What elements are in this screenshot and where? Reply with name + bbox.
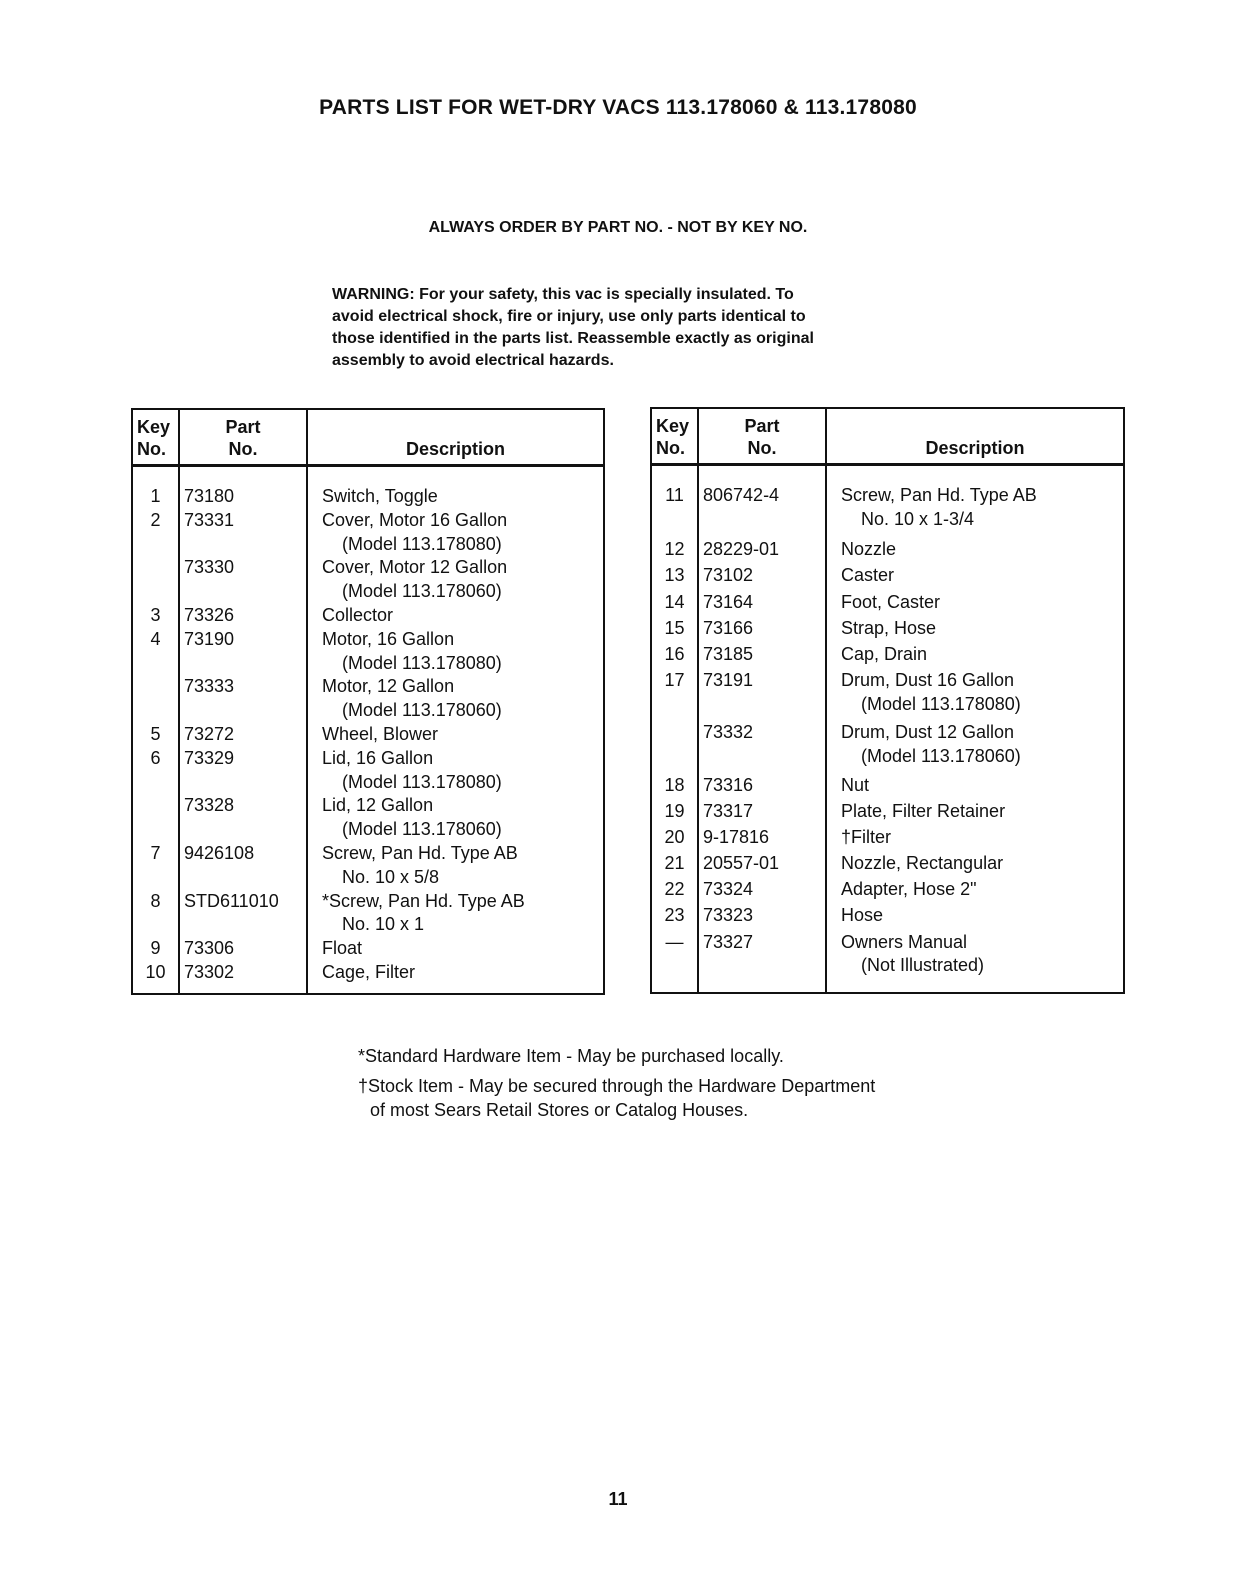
key-no-header xyxy=(132,409,179,466)
description-text: Caster xyxy=(841,565,895,586)
key-no-cell: 8 xyxy=(132,890,179,938)
part-no-cell: 20557-01 xyxy=(698,852,826,878)
table-row xyxy=(132,961,604,994)
header-text: Part xyxy=(744,416,780,436)
key-no-cell: 4 xyxy=(132,628,179,676)
part-no-cell: 73333 xyxy=(179,675,307,723)
description-text: Adapter, Hose 2" xyxy=(841,879,977,900)
key-no-cell: 1 xyxy=(132,466,179,509)
header-text: Key xyxy=(656,416,690,436)
part-no-cell: 73326 xyxy=(179,604,307,628)
description-cell xyxy=(826,617,1124,643)
part-no-cell: 28229-01 xyxy=(698,538,826,564)
key-no-cell: 6 xyxy=(132,747,179,795)
table-row xyxy=(132,466,604,509)
standard-hardware-note: *Standard Hardware Item - May be purchased locally. xyxy=(358,1046,784,1066)
part-no-cell: 73185 xyxy=(698,643,826,669)
part-no-cell: 73332 xyxy=(698,721,826,773)
stock-item-note: †Stock Item - May be secured through the Hardware Department xyxy=(358,1076,876,1096)
description-text: Screw, Pan Hd. Type AB xyxy=(841,485,1037,505)
description-cell xyxy=(826,643,1124,669)
parts-table-right xyxy=(650,407,1125,994)
description-text: Nut xyxy=(841,774,870,795)
description-text: Switch, Toggle xyxy=(322,486,438,506)
key-no-cell: 13 xyxy=(651,564,698,590)
header-text: Part xyxy=(225,417,261,437)
page-number: 11 xyxy=(608,1489,628,1509)
description-cell xyxy=(826,465,1124,539)
header-text: No. xyxy=(656,438,685,458)
description-header: Description xyxy=(307,409,604,466)
key-no-cell: 19 xyxy=(651,800,698,826)
description-text: Drum, Dust 16 Gallon xyxy=(841,670,1015,691)
description-text: Hose xyxy=(841,905,884,926)
part-no-cell: 73323 xyxy=(698,904,826,930)
description-text: Cover, Motor 16 Gallon xyxy=(322,509,508,530)
part-no-cell: 73166 xyxy=(698,617,826,643)
part-no-cell: 73164 xyxy=(698,591,826,617)
description-detail: No. 10 x 1 xyxy=(342,914,425,935)
warning-line: avoid electrical shock, fire or injury, use only parts identical to xyxy=(332,308,806,325)
key-no-cell: 14 xyxy=(651,591,698,617)
description-text: Wheel, Blower xyxy=(322,724,439,745)
description-detail: (Model 113.178060) xyxy=(342,581,502,602)
description-text: Nozzle, Rectangular xyxy=(841,853,1004,874)
table-row xyxy=(651,852,1124,878)
table-row xyxy=(132,747,604,795)
description-cell xyxy=(307,747,604,795)
footnotes xyxy=(358,1044,998,1122)
table-row xyxy=(651,643,1124,669)
description-cell xyxy=(826,721,1124,773)
key-no-cell: 16 xyxy=(651,643,698,669)
table-row xyxy=(651,617,1124,643)
description-cell xyxy=(307,794,604,842)
key-no-cell: 15 xyxy=(651,617,698,643)
table-row xyxy=(132,890,604,938)
part-no-cell: 73302 xyxy=(179,961,307,994)
key-no-cell: 17 xyxy=(651,669,698,721)
key-no-cell xyxy=(651,721,698,773)
table-header-row xyxy=(651,408,1124,465)
table-row xyxy=(651,774,1124,800)
description-text: Lid, 12 Gallon xyxy=(322,795,434,816)
table-row xyxy=(651,564,1124,590)
key-no-cell: 18 xyxy=(651,774,698,800)
warning-line: WARNING: For your safety, this vac is specially insulated. To xyxy=(332,286,794,303)
table-row xyxy=(132,604,604,628)
description-detail: (Model 113.178060) xyxy=(861,746,1021,767)
part-no-cell: 73327 xyxy=(698,931,826,993)
warning-line: assembly to avoid electrical hazards. xyxy=(332,352,614,369)
header-text: No. xyxy=(747,438,777,458)
table-row xyxy=(651,591,1124,617)
key-no-cell xyxy=(132,675,179,723)
description-cell xyxy=(826,904,1124,930)
description-cell xyxy=(826,826,1124,852)
part-no-cell: 73317 xyxy=(698,800,826,826)
part-no-cell: 73191 xyxy=(698,669,826,721)
header-text: No. xyxy=(228,439,258,459)
table-row xyxy=(132,628,604,676)
warning-notice xyxy=(332,284,932,372)
table-body xyxy=(651,465,1124,994)
key-no-cell: 10 xyxy=(132,961,179,994)
description-cell xyxy=(826,591,1124,617)
description-text: Float xyxy=(322,938,363,959)
description-cell xyxy=(826,564,1124,590)
part-no-cell: 73180 xyxy=(179,466,307,509)
description-header: Description xyxy=(826,408,1124,465)
key-no-cell xyxy=(132,794,179,842)
part-no-cell: 73330 xyxy=(179,556,307,604)
description-cell xyxy=(307,961,604,994)
table-row xyxy=(651,721,1124,773)
key-no-cell: 9 xyxy=(132,937,179,961)
key-no-cell: 3 xyxy=(132,604,179,628)
key-no-cell: 23 xyxy=(651,904,698,930)
description-detail: (Model 113.178080) xyxy=(342,771,502,792)
key-no-header xyxy=(651,408,698,465)
stock-item-note: of most Sears Retail Stores or Catalog Houses. xyxy=(370,1100,749,1120)
table-row xyxy=(132,675,604,723)
part-no-cell: 73324 xyxy=(698,878,826,904)
description-cell xyxy=(826,800,1124,826)
part-no-cell: 73331 xyxy=(179,509,307,557)
table-row xyxy=(651,878,1124,904)
description-detail: No. 10 x 1-3/4 xyxy=(861,508,975,529)
table-row xyxy=(651,800,1124,826)
table-row xyxy=(132,556,604,604)
key-no-cell: — xyxy=(651,931,698,993)
description-detail: (Model 113.178080) xyxy=(861,693,1021,714)
warning-line: those identified in the parts list. Reassemble exactly as original xyxy=(332,330,814,347)
description-detail: (Model 113.178060) xyxy=(342,819,502,840)
description-text: Foot, Caster xyxy=(841,591,941,612)
description-cell xyxy=(307,842,604,890)
description-cell xyxy=(307,937,604,961)
table-row xyxy=(651,931,1124,993)
description-text: Motor, 12 Gallon xyxy=(322,676,455,697)
description-text: Lid, 16 Gallon xyxy=(322,747,434,768)
description-cell xyxy=(307,628,604,676)
part-no-cell: STD611010 xyxy=(179,890,307,938)
part-no-cell: 73272 xyxy=(179,723,307,747)
header-text: Key xyxy=(137,417,171,437)
part-no-cell: 9-17816 xyxy=(698,826,826,852)
key-no-cell: 7 xyxy=(132,842,179,890)
part-no-header xyxy=(179,409,307,466)
description-detail: (Not Illustrated) xyxy=(861,955,985,976)
description-text: Plate, Filter Retainer xyxy=(841,800,1006,821)
order-note: ALWAYS ORDER BY PART NO. - NOT BY KEY NO. xyxy=(428,219,808,236)
description-cell xyxy=(307,556,604,604)
part-no-cell: 73316 xyxy=(698,774,826,800)
table-row xyxy=(651,904,1124,930)
description-detail: (Model 113.178060) xyxy=(342,700,502,721)
description-text: Collector xyxy=(322,605,394,626)
key-no-cell: 20 xyxy=(651,826,698,852)
description-detail: No. 10 x 5/8 xyxy=(342,866,440,887)
description-text: Screw, Pan Hd. Type AB xyxy=(322,843,518,864)
key-no-cell: 5 xyxy=(132,723,179,747)
description-cell xyxy=(826,538,1124,564)
part-no-cell: 806742-4 xyxy=(698,465,826,539)
description-text: Drum, Dust 12 Gallon xyxy=(841,722,1015,743)
key-no-cell: 12 xyxy=(651,538,698,564)
header-text: No. xyxy=(137,439,166,459)
table-row xyxy=(651,826,1124,852)
table-row xyxy=(132,794,604,842)
table-row xyxy=(651,538,1124,564)
description-text: Cap, Drain xyxy=(841,643,928,664)
table-row xyxy=(132,723,604,747)
description-text: Owners Manual xyxy=(841,931,968,952)
key-no-cell: 11 xyxy=(651,465,698,539)
description-detail: (Model 113.178080) xyxy=(342,652,502,673)
table-row xyxy=(651,669,1124,721)
part-no-cell: 73102 xyxy=(698,564,826,590)
description-cell xyxy=(826,669,1124,721)
table-body xyxy=(132,466,604,995)
table-row xyxy=(651,465,1124,539)
table-row xyxy=(132,842,604,890)
description-cell xyxy=(307,675,604,723)
description-text: Cover, Motor 12 Gallon xyxy=(322,557,508,578)
description-cell xyxy=(307,466,604,509)
description-text: †Filter xyxy=(841,827,892,848)
table-row xyxy=(132,937,604,961)
part-no-cell: 73190 xyxy=(179,628,307,676)
description-text: Nozzle xyxy=(841,539,897,560)
description-cell xyxy=(307,723,604,747)
description-detail: (Model 113.178080) xyxy=(342,533,502,554)
table-header-row xyxy=(132,409,604,466)
description-cell xyxy=(826,774,1124,800)
part-no-cell: 73329 xyxy=(179,747,307,795)
key-no-cell: 21 xyxy=(651,852,698,878)
part-no-header xyxy=(698,408,826,465)
description-cell xyxy=(307,604,604,628)
description-text: Motor, 16 Gallon xyxy=(322,628,455,649)
description-cell xyxy=(307,890,604,938)
description-cell xyxy=(307,509,604,557)
key-no-cell xyxy=(132,556,179,604)
page-title: PARTS LIST FOR WET-DRY VACS 113.178060 & 113.178080 xyxy=(319,96,917,119)
description-cell xyxy=(826,931,1124,993)
key-no-cell: 22 xyxy=(651,878,698,904)
description-text: Strap, Hose xyxy=(841,617,937,638)
part-no-cell: 73306 xyxy=(179,937,307,961)
table-row xyxy=(132,509,604,557)
description-text: Cage, Filter xyxy=(322,962,416,983)
description-cell xyxy=(826,852,1124,878)
description-text: *Screw, Pan Hd. Type AB xyxy=(322,890,525,911)
parts-table-left xyxy=(131,408,605,995)
key-no-cell: 2 xyxy=(132,509,179,557)
part-no-cell: 9426108 xyxy=(179,842,307,890)
description-cell xyxy=(826,878,1124,904)
part-no-cell: 73328 xyxy=(179,794,307,842)
